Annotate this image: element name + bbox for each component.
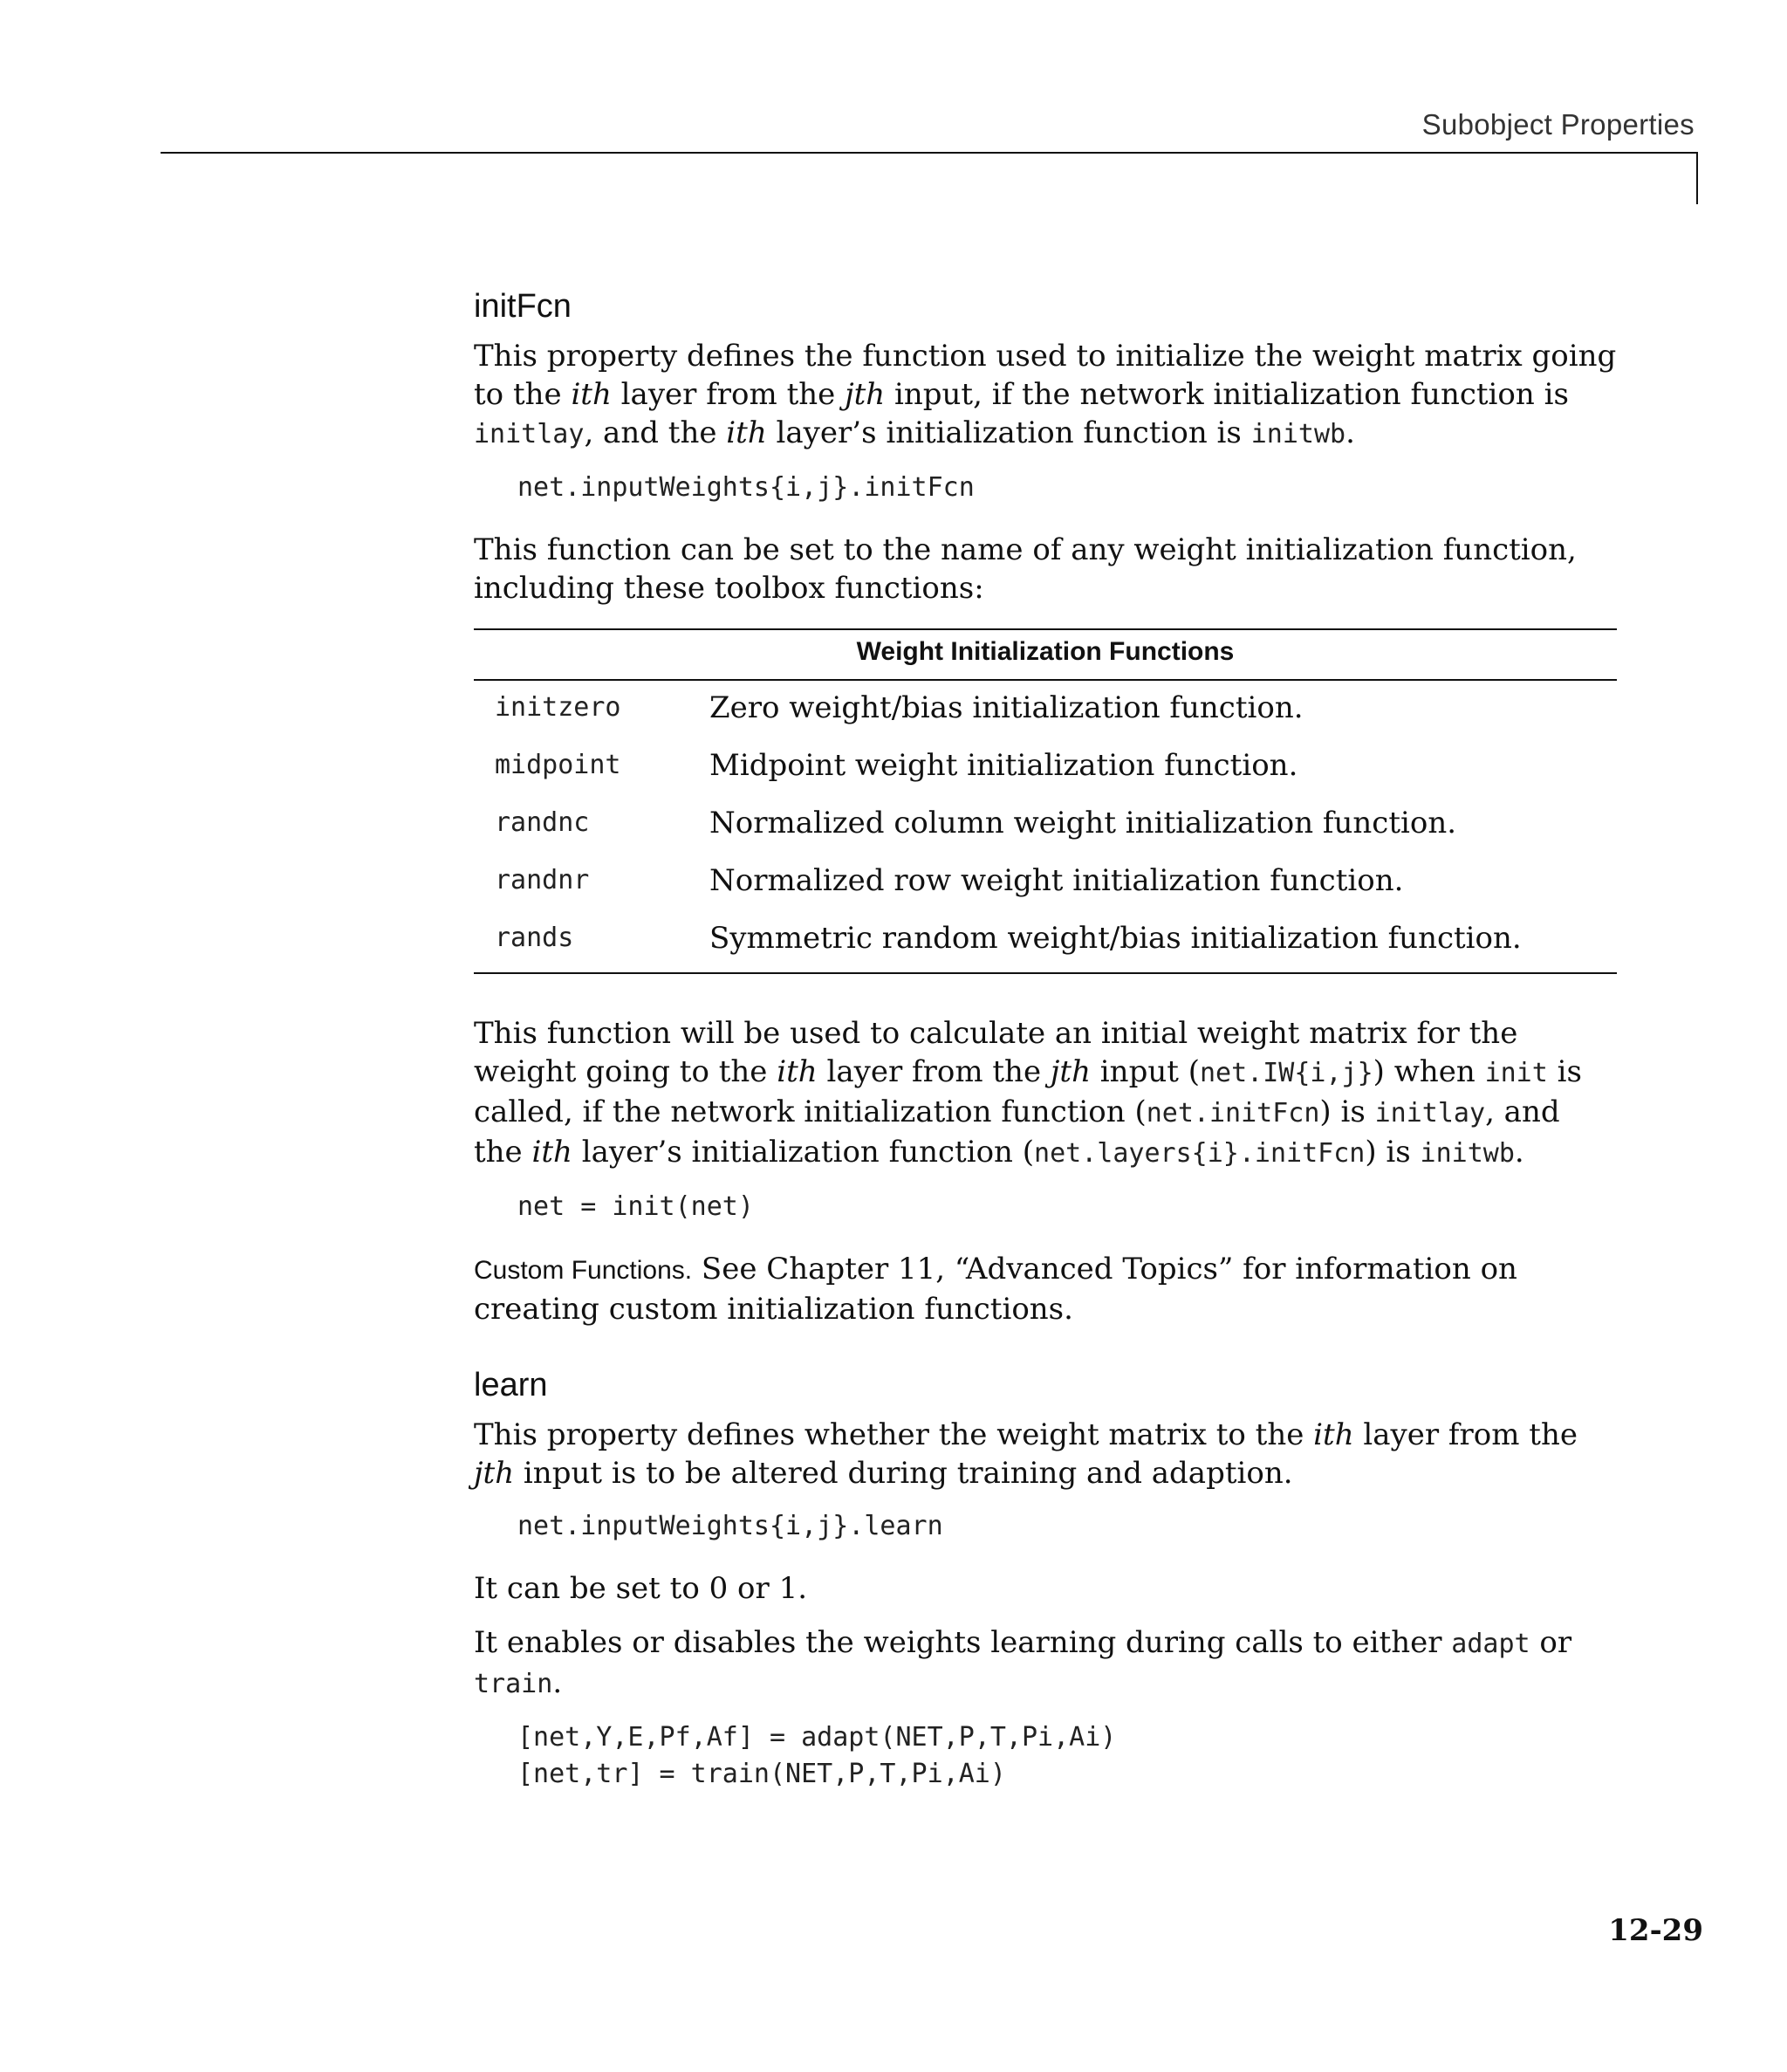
table-row: [474, 911, 1617, 973]
inline-code: initlay: [474, 419, 585, 449]
custom-functions-note: Custom Functions. See Chapter 11, “Advanced Topics” for information on creating custom initialization functions.: [474, 1252, 1517, 1327]
inline-code: initwb: [1420, 1138, 1515, 1169]
table-row: [474, 738, 1617, 796]
table-title: Weight Initialization Functions: [474, 629, 1617, 680]
inline-code: train: [474, 1669, 553, 1699]
inline-code: initlay: [1374, 1098, 1486, 1129]
running-header: Subobject Properties: [1421, 108, 1695, 141]
inline-code: initwb: [1250, 419, 1346, 449]
function-name: randnr: [495, 865, 590, 895]
code-block-init: net = init(net): [517, 1191, 754, 1222]
section-heading-initfcn: initFcn: [474, 288, 572, 325]
initfcn-description: This property defines the function used to initialize the weight matrix going to the ith layer from the jth input, if the network initialization function is initlay, and the ith layer’s initialization function is initwb.: [474, 339, 1617, 450]
initfcn-toolbox-intro: This function can be set to the name of any weight initialization function, including these toolbox functions:: [474, 532, 1577, 606]
function-description: Zero weight/bias initialization function.: [709, 690, 1304, 725]
section-heading-learn: learn: [474, 1367, 548, 1403]
header-rule-tick: [1696, 152, 1698, 204]
inline-code: net.initFcn: [1146, 1098, 1320, 1129]
table-row: [474, 854, 1617, 911]
learn-enable-description: It enables or disables the weights learning during calls to either adapt or train.: [474, 1625, 1572, 1700]
initfcn-usage-description: This function will be used to calculate an initial weight matrix for the weight going to the ith layer from the jth input (net.IW{i,j}) when init is called, if the network initialization function (net.initFcn) is initlay, and the ith layer’s initialization function (net.layers{i}.initFcn) is initwb.: [474, 1016, 1582, 1170]
inline-code: init: [1484, 1058, 1548, 1088]
function-name: rands: [474, 911, 709, 973]
code-block-adapt-train: [net,Y,E,Pf,Af] = adapt(NET,P,T,Pi,Ai) [net,tr] = train(NET,P,T,Pi,Ai): [517, 1722, 1117, 1789]
table-row: [474, 680, 1617, 738]
function-description: Normalized row weight initialization function.: [709, 863, 1404, 898]
inline-code: net.IW{i,j}: [1199, 1058, 1373, 1088]
inline-code: net.layers{i}.initFcn: [1034, 1138, 1366, 1169]
function-description: Normalized column weight initialization function.: [709, 806, 1457, 840]
header-rule: [161, 152, 1698, 154]
function-name: initzero: [495, 692, 621, 723]
function-description: Midpoint weight initialization function.: [709, 748, 1298, 783]
function-description: Symmetric random weight/bias initialization function.: [709, 911, 1617, 973]
code-block-initfcn: net.inputWeights{i,j}.initFcn: [517, 472, 975, 503]
page-number: 12-29: [1608, 1913, 1703, 1948]
page-content: [474, 285, 1617, 1817]
table-row: [474, 796, 1617, 854]
code-block-learn: net.inputWeights{i,j}.learn: [517, 1511, 943, 1541]
runin-heading: Custom Functions.: [474, 1256, 693, 1285]
weight-init-functions-table: [474, 628, 1617, 974]
learn-values: It can be set to 0 or 1.: [474, 1571, 808, 1606]
inline-code: adapt: [1451, 1629, 1530, 1659]
function-name: randnc: [495, 807, 590, 838]
learn-description: This property defines whether the weight matrix to the ith layer from the jth input is to be altered during training and adaption.: [474, 1417, 1578, 1491]
function-name: midpoint: [495, 750, 621, 780]
